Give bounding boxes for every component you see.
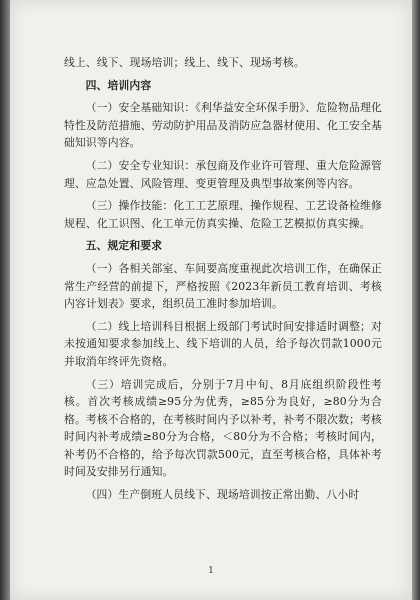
paragraph-safety-basics: （一）安全基础知识：《利华益安全环保手册》、危险物品理化特性及防范措施、劳动防护用品及消防应急器材使用、化工安全基础知识等内容。 <box>64 101 382 150</box>
scan-right-edge <box>412 0 420 600</box>
paragraph-rule-2: （二）线上培训科目根据上级部门考试时间安排适时调整；对未按通知要求参加线上、线下培训的人员，给予每次罚款1000元并取消年终评先资格。 <box>64 319 382 368</box>
paragraph-safety-professional: （二）安全专业知识：承包商及作业许可管理、重大危险源管理、应急处置、风险管理、变更管理及典型事故案例等内容。 <box>64 158 382 190</box>
section-heading-training-content: 四、培训内容 <box>85 78 152 92</box>
scan-left-edge <box>0 0 10 600</box>
paragraph-rule-4: （四）生产倒班人员线下、现场培训按正常出勤、八小时 <box>85 488 360 502</box>
page-number: 1 <box>208 566 214 576</box>
paragraph-operating-skills: （三）操作技能：化工工艺原理、操作规程、工艺设备检维修规程、化工识图、化工单元仿真实操、危险工艺模拟仿真实操。 <box>64 199 382 230</box>
document-page <box>10 0 412 600</box>
intro-line: 线上、线下、现场培训；线上、线下、现场考核。 <box>64 56 305 69</box>
paragraph-rule-3: （三）培训完成后，分别于7月中旬、8月底组织阶段性考核。首次考核成绩≥95分为优秀，≥85分为良好，≥80分为合格。考核不合格的，在考核时间内予以补考，补考不限次数；考核时间内补考成绩≥80分为合格，＜80分为不合格；考核时间内，补考仍不合格的，给予每次罚款500元，直至考核合格，具体补考时间及安排另行通知。 <box>64 377 382 479</box>
section-heading-rules: 五、规定和要求 <box>85 239 163 253</box>
paragraph-rule-1: （一）各相关部室、车间要高度重视此次培训工作，在确保正常生产经营的前提下，严格按照《2023年新员工教育培训、考核内容计划表》要求，组织员工准时参加培训。 <box>64 261 382 311</box>
document-body <box>64 54 382 509</box>
